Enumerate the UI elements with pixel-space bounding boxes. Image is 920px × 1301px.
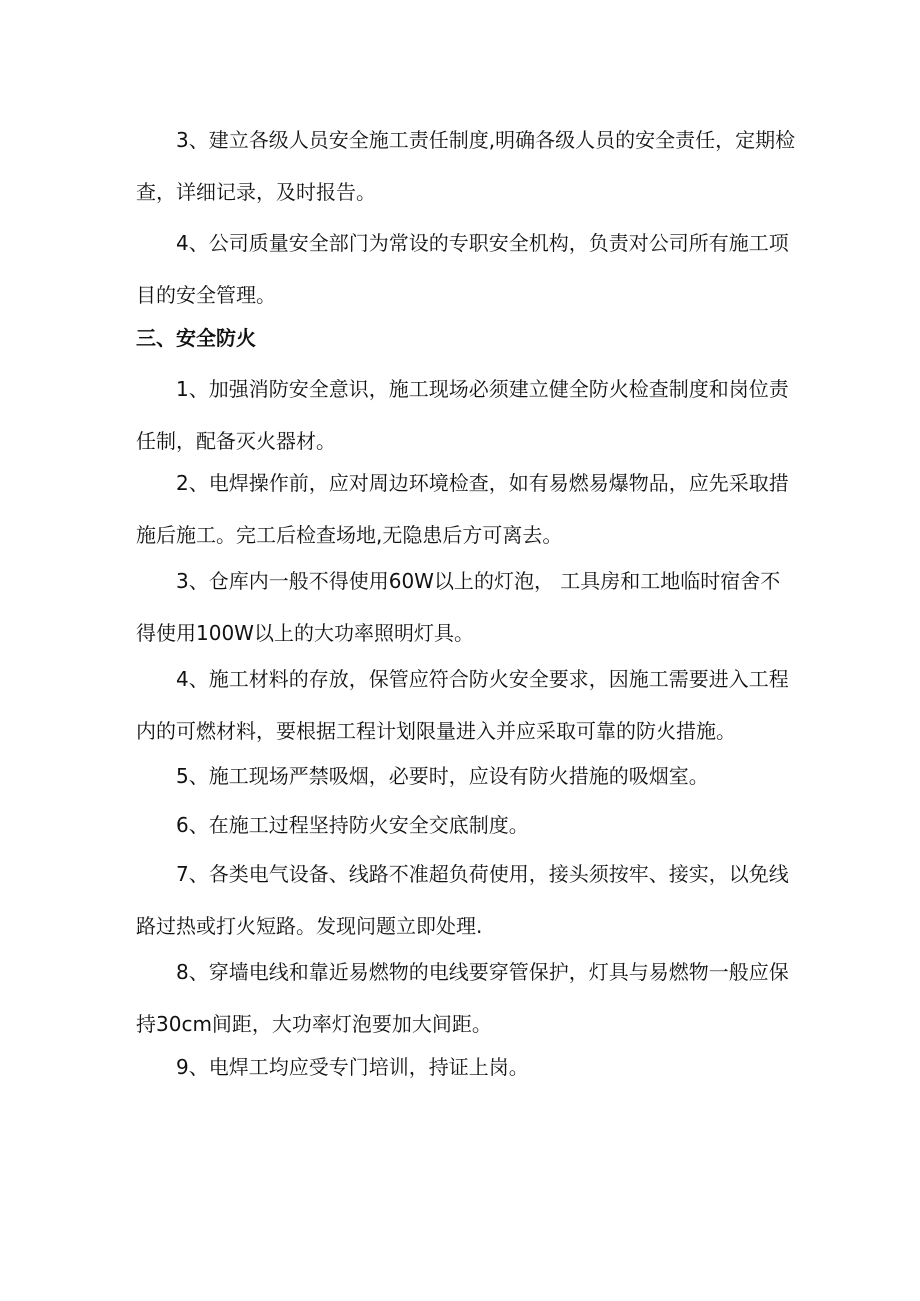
- paragraph-line: 查，详细记录，及时报告。: [136, 180, 376, 204]
- paragraph-item-3-responsibility: [136, 114, 796, 218]
- paragraph-line: 2、电焊操作前，应对周边环境检查，如有易燃易爆物品，应先采取措: [176, 471, 789, 495]
- paragraph-line: 持30cm间距，大功率灯泡要加大间距。: [136, 1012, 492, 1036]
- paragraph-fire-item-1: [136, 363, 792, 467]
- paragraph-fire-item-2: [136, 457, 792, 561]
- paragraph-fire-item-3: [136, 555, 792, 659]
- paragraph-line: 得使用100W以上的大功率照明灯具。: [136, 621, 474, 645]
- paragraph-line: 目的安全管理。: [136, 283, 276, 307]
- paragraph-line: 3、建立各级人员安全施工责任制度,明确各级人员的安全责任，定期检: [176, 128, 796, 152]
- paragraph-line: 7、各类电气设备、线路不准超负荷使用，接头须按牢、接实，以免线: [176, 862, 789, 886]
- paragraph-line: 5、施工现场严禁吸烟，必要时，应设有防火措施的吸烟室。: [176, 764, 709, 788]
- paragraph-line: 4、施工材料的存放，保管应符合防火安全要求，因施工需要进入工程: [176, 667, 789, 691]
- paragraph-line: 8、穿墙电线和靠近易燃物的电线要穿管保护，灯具与易燃物一般应保: [176, 960, 789, 984]
- paragraph-line: 施后施工。完工后检查场地,无隐患后方可离去。: [136, 523, 563, 547]
- paragraph-line: 4、公司质量安全部门为常设的专职安全机构，负责对公司所有施工项: [176, 231, 789, 255]
- paragraph-fire-item-7: [136, 848, 792, 952]
- paragraph-fire-item-8: [136, 946, 792, 1050]
- paragraph-fire-item-6: [136, 799, 792, 851]
- section-heading: 三、安全防火: [136, 326, 256, 350]
- paragraph-fire-item-5: [136, 750, 792, 802]
- paragraph-line: 9、电焊工均应受专门培训，持证上岗。: [176, 1055, 529, 1079]
- paragraph-fire-item-4: [136, 653, 792, 757]
- paragraph-item-4-safety-department: [136, 217, 792, 321]
- paragraph-line: 内的可燃材料，要根据工程计划限量进入并应采取可靠的防火措施。: [136, 719, 736, 743]
- paragraph-line: 路过热或打火短路。发现问题立即处理.: [136, 914, 483, 938]
- paragraph-line: 1、加强消防安全意识，施工现场必须建立健全防火检查制度和岗位责: [176, 377, 789, 401]
- paragraph-fire-item-9: [136, 1041, 792, 1093]
- paragraph-line: 3、仓库内一般不得使用60W以上的灯泡， 工具房和工地临时宿舍不: [176, 569, 781, 593]
- paragraph-line: 6、在施工过程坚持防火安全交底制度。: [176, 813, 529, 837]
- paragraph-line: 任制，配备灭火器材。: [136, 429, 336, 453]
